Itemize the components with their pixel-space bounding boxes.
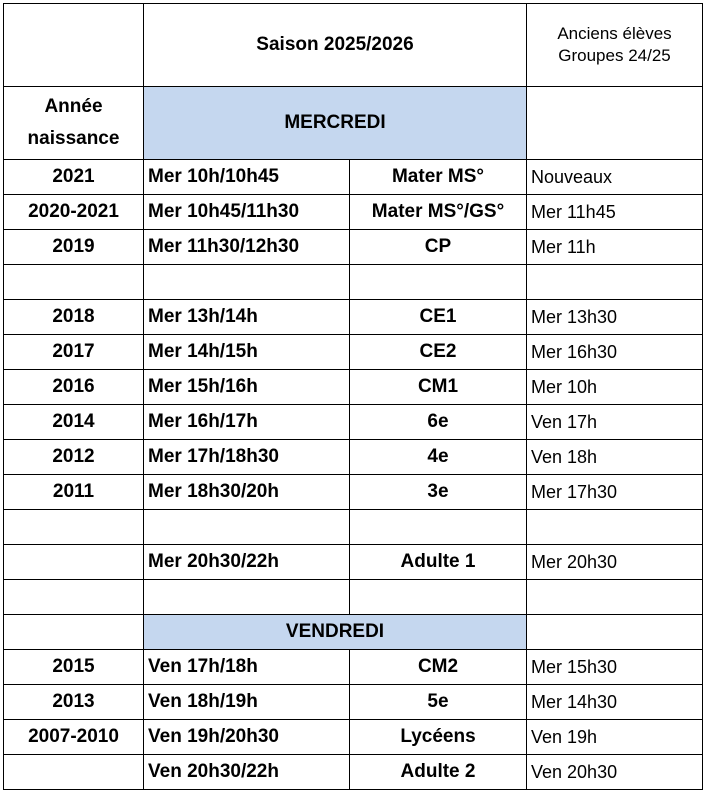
time-slot-cell[interactable]: Mer 17h/18h30 (144, 440, 350, 475)
former-slot-cell[interactable]: Ven 18h (527, 440, 703, 475)
table-row (4, 405, 703, 440)
time-slot-cell[interactable]: Ven 18h/19h (144, 685, 350, 720)
table-row (4, 335, 703, 370)
time-slot-cell[interactable]: Mer 18h30/20h (144, 475, 350, 510)
friday-header-row (4, 615, 703, 650)
time-slot-cell[interactable]: Mer 10h45/11h30 (144, 195, 350, 230)
season-title[interactable]: Saison 2025/2026 (144, 4, 527, 87)
birth-year-cell[interactable]: 2018 (4, 300, 144, 335)
former-students-line1: Anciens élèves (557, 24, 672, 43)
group-cell[interactable]: Adulte 1 (350, 545, 527, 580)
group-cell[interactable]: Adulte 2 (350, 755, 527, 790)
empty-cell[interactable] (350, 510, 527, 545)
time-slot-cell[interactable]: Mer 13h/14h (144, 300, 350, 335)
birth-year-line2: naissance (27, 128, 120, 149)
table-row (4, 475, 703, 510)
time-slot-cell[interactable]: Mer 10h/10h45 (144, 160, 350, 195)
time-slot-cell[interactable]: Mer 16h/17h (144, 405, 350, 440)
table-row (4, 685, 703, 720)
spacer-row (4, 510, 703, 545)
group-cell[interactable]: Mater MS° (350, 160, 527, 195)
time-slot-cell[interactable]: Mer 11h30/12h30 (144, 230, 350, 265)
table-row (4, 300, 703, 335)
empty-cell[interactable] (4, 510, 144, 545)
empty-cell[interactable] (350, 580, 527, 615)
former-slot-cell[interactable]: Mer 13h30 (527, 300, 703, 335)
table-row (4, 755, 703, 790)
former-slot-cell[interactable]: Mer 17h30 (527, 475, 703, 510)
friday-header[interactable]: VENDREDI (144, 615, 527, 650)
group-cell[interactable]: Mater MS°/GS° (350, 195, 527, 230)
former-slot-cell[interactable]: Mer 14h30 (527, 685, 703, 720)
former-students-line2: Groupes 24/25 (558, 46, 671, 65)
schedule-table (3, 3, 703, 790)
group-cell[interactable]: 6e (350, 405, 527, 440)
birth-year-cell[interactable] (4, 755, 144, 790)
empty-cell[interactable] (527, 87, 703, 160)
time-slot-cell[interactable]: Mer 14h/15h (144, 335, 350, 370)
table-row (4, 545, 703, 580)
table-row (4, 195, 703, 230)
birth-year-cell[interactable]: 2016 (4, 370, 144, 405)
birth-year-line1: Année (44, 96, 103, 117)
table-row (4, 230, 703, 265)
former-slot-cell[interactable]: Nouveaux (527, 160, 703, 195)
former-slot-cell[interactable]: Mer 15h30 (527, 650, 703, 685)
empty-cell[interactable] (4, 265, 144, 300)
birth-year-cell[interactable]: 2014 (4, 405, 144, 440)
spacer-row (4, 580, 703, 615)
empty-cell[interactable] (144, 510, 350, 545)
former-slot-cell[interactable]: Mer 16h30 (527, 335, 703, 370)
group-cell[interactable]: 5e (350, 685, 527, 720)
birth-year-cell[interactable]: 2019 (4, 230, 144, 265)
group-cell[interactable]: 3e (350, 475, 527, 510)
birth-year-cell[interactable]: 2007-2010 (4, 720, 144, 755)
former-slot-cell[interactable]: Ven 19h (527, 720, 703, 755)
birth-year-cell[interactable]: 2013 (4, 685, 144, 720)
empty-cell[interactable] (4, 580, 144, 615)
time-slot-cell[interactable]: Mer 15h/16h (144, 370, 350, 405)
table-row (4, 440, 703, 475)
time-slot-cell[interactable]: Ven 20h30/22h (144, 755, 350, 790)
birth-year-header[interactable] (4, 87, 144, 160)
time-slot-cell[interactable]: Ven 19h/20h30 (144, 720, 350, 755)
empty-cell[interactable] (144, 580, 350, 615)
birth-year-cell[interactable]: 2020-2021 (4, 195, 144, 230)
group-cell[interactable]: CE2 (350, 335, 527, 370)
wednesday-header[interactable]: MERCREDI (144, 87, 527, 160)
former-slot-cell[interactable]: Ven 20h30 (527, 755, 703, 790)
former-slot-cell[interactable]: Mer 20h30 (527, 545, 703, 580)
birth-year-cell[interactable]: 2015 (4, 650, 144, 685)
empty-cell[interactable] (527, 510, 703, 545)
empty-cell[interactable] (4, 615, 144, 650)
empty-cell[interactable] (527, 265, 703, 300)
empty-cell[interactable] (527, 615, 703, 650)
time-slot-cell[interactable]: Ven 17h/18h (144, 650, 350, 685)
wednesday-header-row (4, 87, 703, 160)
group-cell[interactable]: CM2 (350, 650, 527, 685)
group-cell[interactable]: Lycéens (350, 720, 527, 755)
time-slot-cell[interactable]: Mer 20h30/22h (144, 545, 350, 580)
group-cell[interactable]: CM1 (350, 370, 527, 405)
former-slot-cell[interactable]: Mer 10h (527, 370, 703, 405)
table-row (4, 370, 703, 405)
former-slot-cell[interactable]: Mer 11h (527, 230, 703, 265)
birth-year-cell[interactable]: 2017 (4, 335, 144, 370)
empty-cell[interactable] (527, 580, 703, 615)
group-cell[interactable]: CE1 (350, 300, 527, 335)
former-slot-cell[interactable]: Ven 17h (527, 405, 703, 440)
former-slot-cell[interactable]: Mer 11h45 (527, 195, 703, 230)
birth-year-cell[interactable]: 2021 (4, 160, 144, 195)
title-row (4, 4, 703, 87)
group-cell[interactable]: CP (350, 230, 527, 265)
empty-cell[interactable] (144, 265, 350, 300)
schedule-sheet (3, 3, 703, 790)
spacer-row (4, 265, 703, 300)
table-row (4, 650, 703, 685)
birth-year-cell[interactable]: 2011 (4, 475, 144, 510)
empty-cell[interactable] (350, 265, 527, 300)
birth-year-cell[interactable]: 2012 (4, 440, 144, 475)
table-row (4, 160, 703, 195)
birth-year-cell[interactable] (4, 545, 144, 580)
table-row (4, 720, 703, 755)
empty-cell[interactable] (4, 4, 144, 87)
former-students-header[interactable] (527, 4, 703, 87)
group-cell[interactable]: 4e (350, 440, 527, 475)
